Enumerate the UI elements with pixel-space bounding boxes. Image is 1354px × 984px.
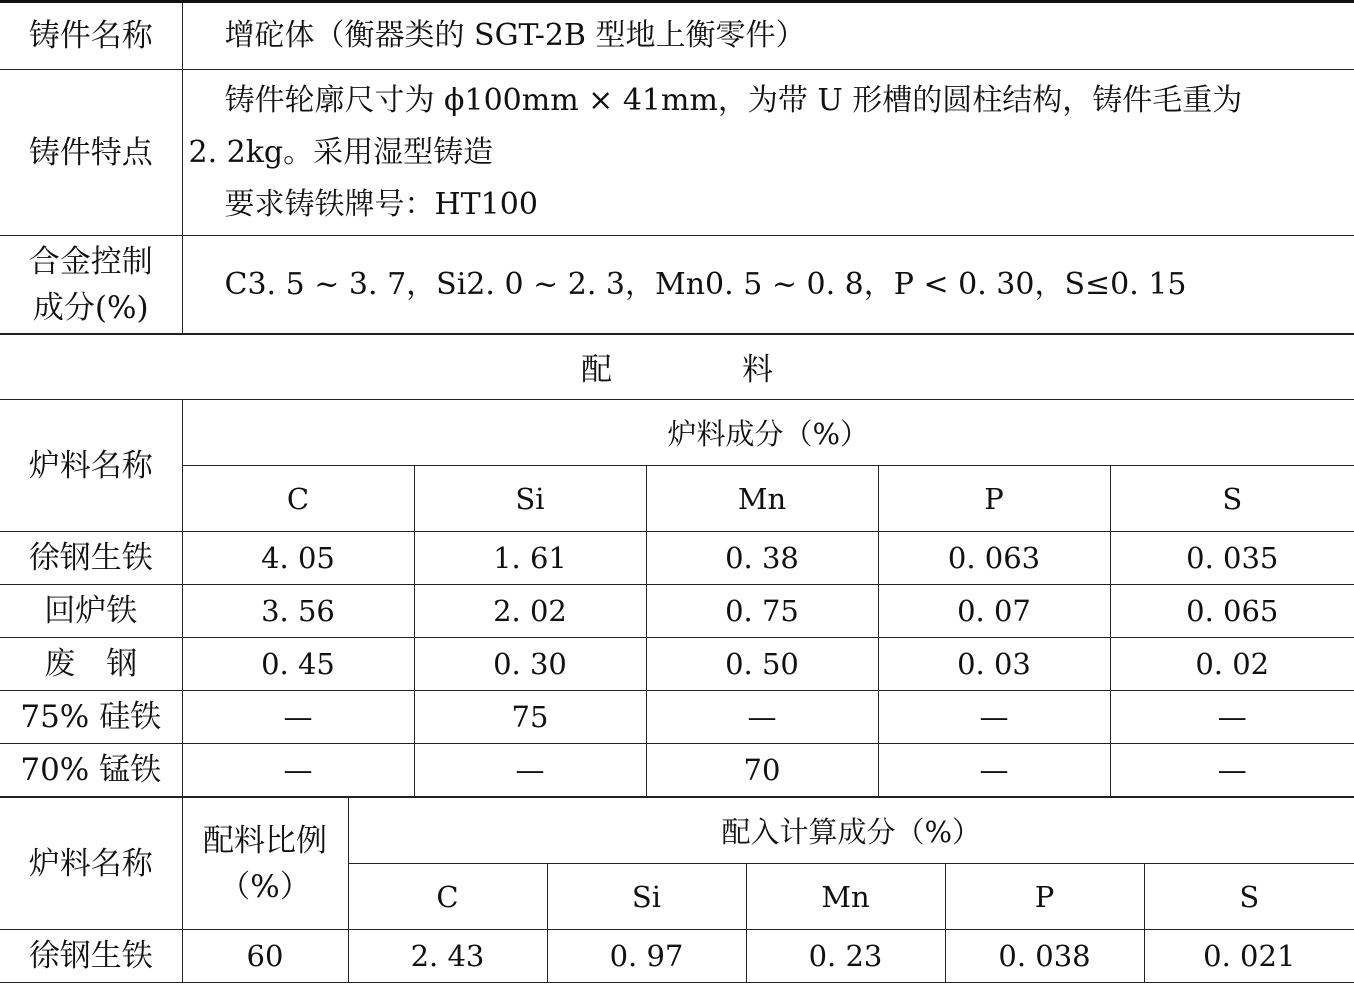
cell-si: 0. 30: [414, 638, 646, 691]
calc-group-header: 配入计算成分（%）: [348, 798, 1354, 864]
cell-c: 4. 05: [182, 532, 414, 585]
feature-line-1: 铸件轮廓尺寸为 ϕ100mm × 41mm，为带 U 形槽的圆柱结构，铸件毛重为: [224, 82, 1243, 118]
cell-si: —: [414, 744, 646, 797]
cell-p: 0. 038: [945, 930, 1144, 983]
charge-composition-table: [0, 333, 1354, 797]
charge-col-mn: Mn: [646, 466, 878, 532]
cell-s: —: [1110, 691, 1354, 744]
feature-line-3: 要求铸铁牌号：HT100: [224, 186, 538, 222]
table-row: [0, 691, 1354, 744]
cell-mn: 70: [646, 744, 878, 797]
cell-p: 0. 07: [878, 585, 1110, 638]
feature-line-2: 2. 2kg。采用湿型铸造: [188, 134, 494, 170]
cell-s: 0. 021: [1144, 930, 1354, 983]
charge-name-header: 炉料名称: [0, 400, 182, 532]
section-title-right: 料: [742, 352, 773, 388]
casting-name-value: 增砣体（衡器类的 SGT-2B 型地上衡零件）: [182, 2, 1354, 70]
cell-s: 0. 035: [1110, 532, 1354, 585]
cell-si: 1. 61: [414, 532, 646, 585]
table-row: [0, 532, 1354, 585]
table-row: [0, 638, 1354, 691]
charge-col-s: S: [1110, 466, 1354, 532]
charge-col-si: Si: [414, 466, 646, 532]
row-name: 回炉铁: [0, 585, 182, 638]
table-row: [0, 585, 1354, 638]
calc-col-si: Si: [547, 864, 746, 930]
cell-mn: 0. 75: [646, 585, 878, 638]
alloy-label-line-2: 成分(%): [32, 290, 149, 326]
cell-mn: —: [646, 691, 878, 744]
calc-ratio-header-line-1: 配料比例: [203, 822, 327, 859]
calc-name-header: 炉料名称: [0, 798, 182, 930]
cell-p: 0. 03: [878, 638, 1110, 691]
cell-mn: 0. 38: [646, 532, 878, 585]
calc-ratio-header: [182, 798, 348, 930]
cell-p: 0. 063: [878, 532, 1110, 585]
row-name: 废 钢: [0, 638, 182, 691]
row-name: 70% 锰铁: [0, 744, 182, 797]
charge-col-c: C: [182, 466, 414, 532]
calc-col-p: P: [945, 864, 1144, 930]
alloy-row: [0, 236, 1354, 335]
charge-header-row: [0, 400, 1354, 466]
casting-feature-value: [182, 70, 1354, 236]
cell-s: 0. 02: [1110, 638, 1354, 691]
calc-col-c: C: [348, 864, 547, 930]
cell-mn: 0. 50: [646, 638, 878, 691]
casting-info-table: [0, 0, 1354, 335]
casting-feature-row: [0, 70, 1354, 236]
cell-c: 3. 56: [182, 585, 414, 638]
calculated-composition-table: [0, 797, 1354, 983]
charge-group-header: 炉料成分（%）: [182, 400, 1354, 466]
calc-header-row: [0, 798, 1354, 864]
casting-feature-label: 铸件特点: [0, 70, 182, 236]
row-name: 徐钢生铁: [0, 930, 182, 983]
cell-c: 0. 45: [182, 638, 414, 691]
alloy-label-line-1: 合金控制: [28, 244, 153, 280]
section-header-row: [0, 334, 1354, 400]
row-name: 75% 硅铁: [0, 691, 182, 744]
charge-column-row: [0, 466, 1354, 532]
calc-col-mn: Mn: [746, 864, 945, 930]
cell-p: —: [878, 744, 1110, 797]
cell-s: —: [1110, 744, 1354, 797]
cell-c: 2. 43: [348, 930, 547, 983]
casting-name-label: 铸件名称: [0, 2, 182, 70]
section-title: [0, 334, 1354, 400]
alloy-label: [0, 236, 182, 335]
calc-ratio-header-line-2: （%）: [219, 868, 311, 905]
cell-si: 2. 02: [414, 585, 646, 638]
calc-col-s: S: [1144, 864, 1354, 930]
cell-ratio: 60: [182, 930, 348, 983]
cell-si: 0. 97: [547, 930, 746, 983]
table-row: [0, 930, 1354, 983]
cell-c: —: [182, 691, 414, 744]
table-row: [0, 744, 1354, 797]
cell-mn: 0. 23: [746, 930, 945, 983]
cell-c: —: [182, 744, 414, 797]
casting-name-row: [0, 2, 1354, 70]
charge-col-p: P: [878, 466, 1110, 532]
row-name: 徐钢生铁: [0, 532, 182, 585]
section-title-left: 配: [581, 352, 612, 388]
alloy-value: C3. 5 ~ 3. 7，Si2. 0 ~ 2. 3，Mn0. 5 ~ 0. 8，P < 0. 30，S≤0. 15: [182, 236, 1354, 335]
cell-si: 75: [414, 691, 646, 744]
cell-s: 0. 065: [1110, 585, 1354, 638]
cell-p: —: [878, 691, 1110, 744]
